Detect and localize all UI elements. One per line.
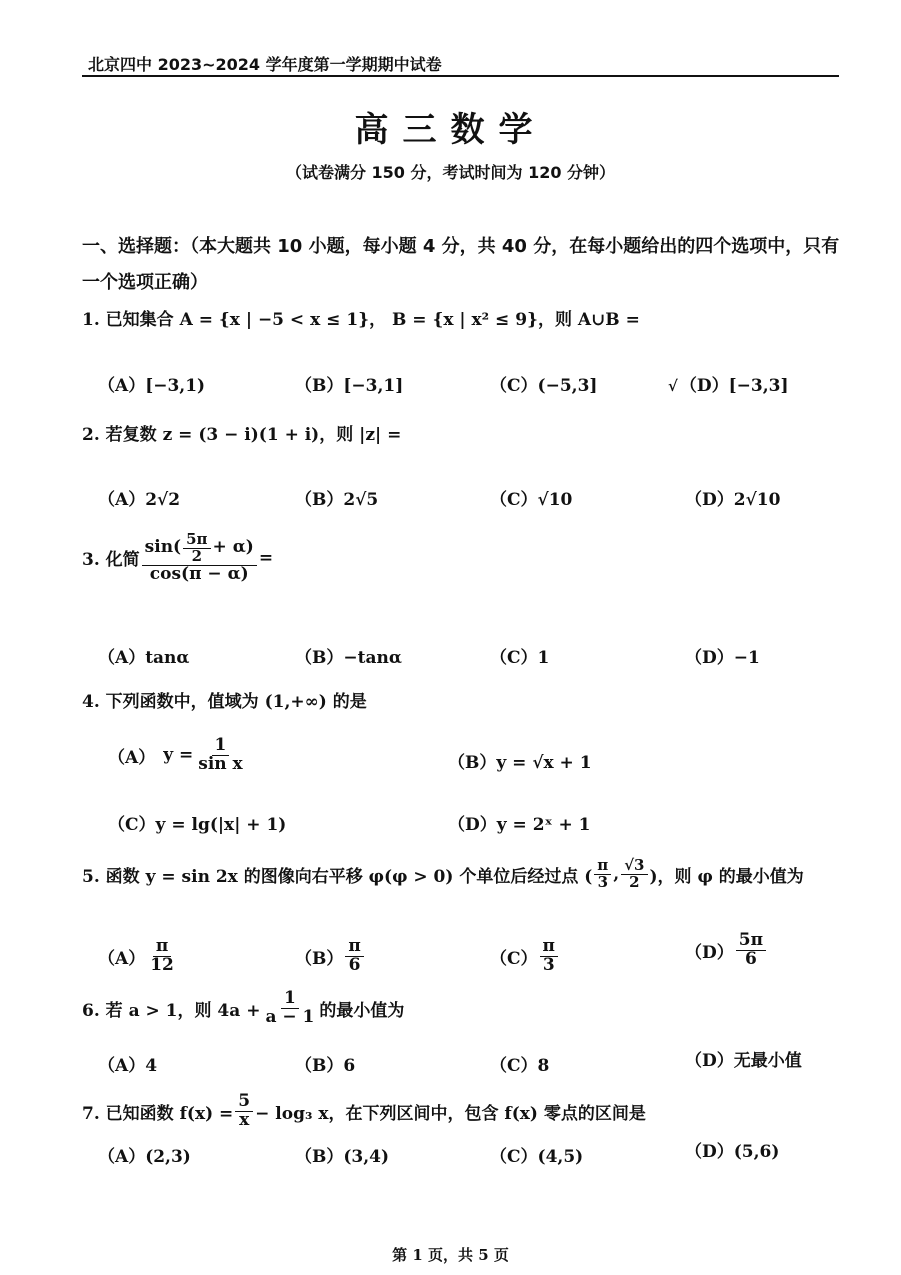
question-3-denominator: cos(π − α) <box>149 563 249 584</box>
question-2-option-c: （C）√10 <box>490 490 573 510</box>
question-5-option-a-label: （A） <box>98 948 146 969</box>
question-5-point-y-den: 2 <box>629 872 640 891</box>
question-5-option-d-fraction <box>736 932 766 969</box>
exam-info: （试卷满分 150 分，考试时间为 120 分钟） <box>285 163 616 182</box>
question-3-inner-fraction <box>183 532 210 565</box>
question-7-stem <box>82 1093 646 1130</box>
question-5-option-d-num: 5π <box>736 932 766 951</box>
question-4-option-a-fraction <box>195 737 245 774</box>
question-6-option-b: （B）6 <box>295 1056 356 1076</box>
question-7-option-b: （B）(3,4) <box>295 1147 390 1167</box>
question-5-point-y <box>621 858 647 891</box>
question-3-num-tail: + α) <box>212 537 254 558</box>
question-4-option-b: （B）y = √x + 1 <box>448 753 592 773</box>
question-5-option-a-num: π <box>153 938 171 957</box>
question-4-option-c: （C）y = lg(|x| + 1) <box>108 815 287 835</box>
question-5-option-d-den: 6 <box>744 948 757 969</box>
question-1-stem: 1. 已知集合 A = {x | −5 < x ≤ 1}， B = {x | x² ≤ 9}，则 A∪B = <box>82 310 640 330</box>
question-3-num-sin: sin( <box>144 537 182 558</box>
question-6-option-d: （D）无最小值 <box>685 1051 802 1071</box>
question-5-option-c <box>490 938 560 975</box>
question-5-point-y-num: √3 <box>621 858 647 875</box>
question-4-stem: 4. 下列函数中，值域为 (1,+∞) 的是 <box>82 692 367 712</box>
section-heading-line1: 一、选择题：（本大题共 10 小题，每小题 4 分，共 40 分，在每小题给出的四个选项中，只有 <box>82 236 840 257</box>
question-3-numerator <box>142 532 257 566</box>
question-5-option-b <box>295 938 366 975</box>
question-3-inner-num: 5π <box>183 532 210 549</box>
check-mark-icon: √ <box>668 377 678 395</box>
question-6-stem <box>82 990 404 1027</box>
question-5-option-c-den: 3 <box>542 954 555 975</box>
question-2-option-a: （A）2√2 <box>98 490 181 510</box>
question-5-option-a-fraction <box>147 938 177 975</box>
question-3-option-c: （C）1 <box>490 648 550 668</box>
exam-header: 北京四中 2023~2024 学年度第一学期期中试卷 <box>88 55 442 74</box>
question-3-prefix: 3. 化简 <box>82 550 140 571</box>
question-1-option-d: （D）[−3,3] <box>679 376 789 396</box>
question-7-option-d: （D）(5,6) <box>685 1142 780 1162</box>
question-7-option-a: （A）(2,3) <box>98 1147 191 1167</box>
question-5-option-c-label: （C） <box>490 948 538 969</box>
question-7-prefix: 7. 已知函数 f(x) = <box>82 1103 234 1124</box>
question-6-fraction <box>262 990 317 1027</box>
question-3-suffix: = <box>258 547 274 568</box>
question-6-option-a: （A）4 <box>98 1056 158 1076</box>
question-7-suffix: − log₃ x，在下列区间中，包含 f(x) 零点的区间是 <box>255 1103 646 1124</box>
question-5-option-b-den: 6 <box>348 954 361 975</box>
question-4-option-a-label: （A） <box>108 747 156 768</box>
question-1-option-d-wrap <box>668 371 789 396</box>
question-1-option-b: （B）[−3,1] <box>295 376 404 396</box>
question-3-stem <box>82 532 273 583</box>
question-3-inner-den: 2 <box>191 546 203 565</box>
question-4-option-a <box>108 737 248 774</box>
question-4-option-a-den: sin x <box>198 753 243 774</box>
question-5-option-d <box>685 932 768 969</box>
question-4-option-a-num: 1 <box>212 737 230 756</box>
question-5-point-x-den: 3 <box>597 872 608 891</box>
question-1-option-a: （A）[−3,1) <box>98 376 206 396</box>
question-3-option-d: （D）−1 <box>685 648 760 668</box>
page-title: 高三数学 <box>354 110 547 150</box>
question-5-option-d-label: （D） <box>685 942 734 963</box>
question-5-option-c-num: π <box>540 938 558 957</box>
question-5-tail: )，则 φ 的最小值为 <box>649 866 804 887</box>
question-2-stem: 2. 若复数 z = (3 − i)(1 + i)，则 |z| = <box>82 425 402 445</box>
question-5-main: 5. 函数 y = sin 2x 的图像向右平移 φ(φ > 0) 个单位后经过点 ( <box>82 866 593 887</box>
question-2-option-b: （B）2√5 <box>295 490 379 510</box>
question-5-point-x <box>594 858 611 891</box>
question-6-option-c: （C）8 <box>490 1056 550 1076</box>
question-5-option-b-fraction <box>345 938 363 975</box>
question-6-den: a − 1 <box>265 1006 315 1027</box>
section-heading-line2: 一个选项正确） <box>82 272 208 293</box>
question-7-den: x <box>239 1109 250 1130</box>
question-3-option-b: （B）−tanα <box>295 648 402 668</box>
question-5-option-a <box>98 938 179 975</box>
question-5-option-c-fraction <box>540 938 558 975</box>
question-2-option-d: （D）2√10 <box>685 490 781 510</box>
question-3-fraction <box>142 532 257 583</box>
question-6-suffix: 的最小值为 <box>319 1000 405 1021</box>
header-rule <box>82 75 839 77</box>
question-5-stem: 5. 函数 y = sin 2x 的图像向右平移 φ(φ > 0) 个单位后经过点 ( $\frac{\pi}{3}$ , $\frac{√3}{2}$ )，则 φ 的最小值为 <box>82 856 804 891</box>
question-7-num: 5 <box>235 1093 253 1112</box>
question-6-prefix: 6. 若 a > 1，则 4a + <box>82 1000 261 1021</box>
question-7-fraction <box>235 1093 253 1130</box>
question-6-num: 1 <box>281 990 299 1009</box>
question-3-option-a: （A）tanα <box>98 648 190 668</box>
question-4-option-d: （D）y = 2ˣ + 1 <box>448 815 591 835</box>
question-1-option-c: （C）(−5,3] <box>490 376 598 396</box>
page-number: 第 1 页，共 5 页 <box>392 1246 509 1264</box>
question-5-option-b-num: π <box>345 938 363 957</box>
question-7-option-c: （C）(4,5) <box>490 1147 584 1167</box>
question-5-point-x-num: π <box>594 858 611 875</box>
question-4-option-a-prefix: y = <box>163 745 194 766</box>
question-5-option-a-den: 12 <box>150 954 174 975</box>
question-5-option-b-label: （B） <box>295 948 344 969</box>
